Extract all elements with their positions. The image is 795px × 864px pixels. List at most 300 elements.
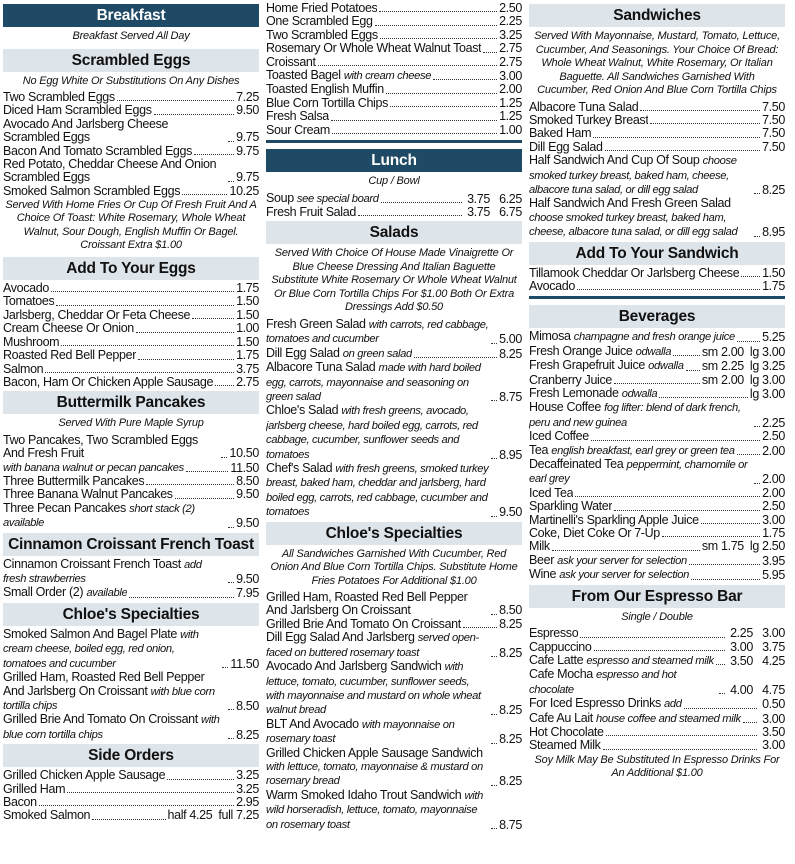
- menu-item-name: Cafe Mocha: [529, 668, 593, 682]
- menu-item-text: [266, 56, 316, 69]
- menu-item-prices: [762, 500, 785, 513]
- menu-item-prices: [236, 91, 259, 104]
- menu-item-prices: [762, 331, 785, 344]
- dot-leader: [175, 498, 234, 499]
- menu-item-price: 3.00: [499, 69, 522, 84]
- menu-item: [3, 376, 259, 389]
- dot-leader: [754, 193, 760, 194]
- menu-item-price: 9.75: [236, 143, 259, 158]
- dot-leader: [61, 345, 234, 346]
- dot-leader: [491, 714, 497, 715]
- menu-item-name: Cafe Au Lait: [529, 711, 593, 725]
- dot-leader: [737, 454, 760, 455]
- menu-item: [529, 280, 785, 293]
- menu-item-price: 9.50: [236, 103, 259, 118]
- menu-item-description: made with hard boiled egg, carrots, mayonnaise and seasoning on green salad: [266, 362, 481, 403]
- menu-item-description: served open-faced on buttered rosemary toast: [266, 632, 479, 659]
- menu-item-prices: [499, 733, 522, 746]
- menu-item-description: with lettuce, tomato, cucumber, sunflower seeds, with mayonnaise and mustard on whole wheat walnut bread: [266, 661, 481, 717]
- dot-leader: [117, 100, 234, 101]
- menu-item-name: Grilled Ham, Roasted Red Bell Pepper And Jarlsberg On Croissant: [266, 591, 468, 618]
- menu-item-prices: [236, 349, 259, 362]
- menu-item-description: peppermint, chamomile or earl grey: [529, 459, 748, 486]
- lunch-subtitle: Cup / Bowl: [368, 175, 420, 188]
- menu-item-text: [529, 444, 735, 458]
- side-orders-header: Side Orders: [3, 744, 259, 767]
- menu-item: [529, 739, 785, 752]
- menu-item-prices: [230, 658, 259, 671]
- menu-item-price: 6.25: [499, 191, 522, 206]
- beverages-list: [529, 330, 785, 582]
- menu-item: [529, 527, 785, 540]
- menu-item-text: [529, 154, 752, 197]
- menu-item-text: [3, 363, 43, 376]
- menu-item-name: Tomatoes: [3, 295, 55, 309]
- menu-item-text: [266, 29, 378, 42]
- dot-leader: [662, 536, 760, 537]
- menu-item-price: 8.25: [499, 346, 522, 361]
- menu-item: [266, 789, 522, 832]
- menu-item-price: 4.25: [762, 654, 785, 668]
- column-right: [529, 2, 785, 864]
- menu-item-text: [3, 502, 226, 531]
- menu-item-name: Hot Chocolate: [529, 726, 604, 740]
- menu-item-name: Cranberry Juice: [529, 373, 612, 387]
- menu-item-description: house coffee and steamed milk: [596, 712, 741, 725]
- menu-item: [529, 444, 785, 458]
- menu-item-name: Avocado And Jarlsberg Cheese Scrambled Eggs: [3, 117, 169, 145]
- menu-item-text: [266, 15, 373, 28]
- menu-item: [3, 91, 259, 104]
- dot-leader: [358, 215, 462, 216]
- menu-item-price: 9.50: [236, 516, 259, 531]
- pancakes-header: Buttermilk Pancakes: [3, 391, 259, 414]
- menu-item-text: [266, 591, 489, 618]
- menu-item-text: [529, 141, 603, 154]
- menu-item-prices: [499, 15, 522, 28]
- menu-item: [3, 809, 259, 822]
- menu-item-text: [529, 101, 638, 114]
- menu-item: [529, 114, 785, 127]
- dot-leader: [593, 137, 760, 138]
- menu-item-prices: [229, 447, 259, 460]
- menu-item-prices: [236, 131, 259, 144]
- menu-item-text: [266, 69, 431, 83]
- menu-item-text: [529, 712, 741, 726]
- salads-header: Salads: [266, 221, 522, 244]
- menu-item-price: 9.50: [236, 487, 259, 502]
- menu-item: [266, 29, 522, 42]
- menu-item-name: Grilled Ham, Roasted Red Bell Pepper And Jarlsberg On Croissant: [3, 671, 205, 698]
- menu-item-prices: [702, 346, 785, 359]
- menu-item: [3, 185, 259, 198]
- menu-item-price: 8.25: [499, 732, 522, 747]
- menu-item-text: [266, 124, 330, 137]
- menu-item-name: Wine: [529, 568, 557, 582]
- menu-item-name: Cream Cheese Or Onion: [3, 322, 134, 336]
- dot-leader: [575, 496, 760, 497]
- menu-item-price: 3.25: [236, 781, 259, 796]
- menu-item-name: Smoked Salmon Scrambled Eggs: [3, 184, 181, 198]
- menu-item: [529, 500, 785, 513]
- menu-item-price: 1.50: [762, 265, 785, 280]
- menu-item-name: Fresh Grapefruit Juice: [529, 359, 645, 373]
- beverages-header: Beverages: [529, 305, 785, 328]
- dot-leader: [332, 133, 497, 134]
- menu-item: [3, 118, 259, 145]
- menu-item-prices: [230, 462, 259, 475]
- add-to-sandwich-header: Add To Your Sandwich: [529, 242, 785, 265]
- menu-item-description: odwalla: [635, 345, 672, 358]
- menu-item-prices: [499, 506, 522, 519]
- menu-item-price: 3.00: [762, 738, 785, 753]
- menu-item-prices: [762, 555, 785, 568]
- menu-item-description: ask your server for selection: [557, 554, 687, 567]
- menu-item: [3, 671, 259, 713]
- dot-leader: [381, 202, 462, 203]
- menu-item: [266, 618, 522, 631]
- menu-item-price: 2.00: [762, 443, 785, 458]
- breakfast-header: Breakfast: [3, 4, 259, 27]
- menu-item-price: 3.50: [762, 725, 785, 740]
- menu-item-prices: [236, 171, 259, 184]
- dot-leader: [228, 141, 234, 142]
- menu-item-price: 3.00: [762, 711, 785, 726]
- dot-leader: [689, 564, 760, 565]
- menu-item-text: [266, 192, 379, 206]
- menu-item-prices: [762, 487, 785, 500]
- menu-item-price: sm 2.00: [701, 372, 744, 387]
- menu-item: [3, 796, 259, 809]
- menu-item-prices: [168, 809, 259, 822]
- menu-item-description: odwalla: [648, 360, 684, 373]
- menu-item: [529, 267, 785, 280]
- menu-item-price: lg 3.25: [749, 359, 785, 374]
- menu-item-prices: [727, 627, 785, 640]
- menu-item-prices: [762, 226, 785, 239]
- menu-item-name: For Iced Espresso Drinks: [529, 697, 661, 711]
- menu-item-name: Two Scrambled Eggs: [266, 28, 378, 42]
- menu-item: [3, 502, 259, 531]
- menu-item: [529, 654, 785, 668]
- menu-item-price: 9.50: [499, 505, 522, 520]
- menu-item-price: 9.50: [236, 572, 259, 587]
- side-orders-continued-list: [266, 2, 522, 137]
- dot-leader: [491, 743, 497, 744]
- menu-item-price: 2.00: [499, 82, 522, 97]
- dot-leader: [39, 805, 234, 806]
- menu-item: [529, 127, 785, 140]
- menu-item-price: 2.95: [236, 794, 259, 809]
- menu-item-text: [266, 110, 329, 123]
- menu-item-price: 2.25: [730, 626, 753, 641]
- menu-item-name: Soup: [266, 191, 294, 205]
- menu-item-text: [3, 558, 226, 587]
- menu-item-text: [3, 91, 115, 104]
- menu-item-text: [529, 114, 648, 127]
- menu-item-name: Avocado: [529, 279, 575, 293]
- menu-item-prices: [499, 819, 522, 832]
- menu-item-name: Chloe's Salad: [266, 404, 339, 418]
- menu-item-prices: [236, 145, 259, 158]
- menu-item: [529, 627, 785, 640]
- menu-item-text: [3, 783, 65, 796]
- menu-item-name: Avocado: [3, 282, 49, 296]
- menu-item-text: [3, 282, 49, 295]
- menu-item-text: [3, 586, 127, 600]
- menu-item-name: Tea: [529, 443, 549, 457]
- menu-item-text: [266, 631, 489, 660]
- menu-item-text: [3, 628, 220, 671]
- menu-item: [266, 404, 522, 462]
- dot-leader: [603, 749, 757, 750]
- menu-item-price: 0.50: [762, 697, 785, 712]
- menu-item-name: Half Sandwich And Fresh Green Salad: [529, 197, 731, 211]
- menu-item-prices: [499, 449, 522, 462]
- menu-item-text: [529, 514, 699, 527]
- dot-leader: [754, 236, 760, 237]
- menu-item: [529, 330, 785, 344]
- menu-item-prices: [727, 684, 785, 697]
- menu-item-price: 3.00: [730, 639, 753, 654]
- menu-item: [3, 586, 259, 600]
- menu-item-text: [266, 347, 412, 361]
- menu-item: [3, 295, 259, 308]
- dot-leader: [192, 318, 234, 319]
- menu-item-text: [266, 206, 356, 219]
- menu-item-name: Sour Cream: [266, 123, 330, 137]
- menu-item-text: [529, 330, 735, 344]
- menu-item-prices: [762, 101, 785, 114]
- dot-leader: [129, 597, 234, 598]
- menu-item-name: Croissant: [266, 55, 316, 69]
- menu-item-price: 8.25: [499, 703, 522, 718]
- dot-leader: [182, 194, 227, 195]
- menu-item-prices: [727, 641, 785, 654]
- menu-item: [3, 461, 259, 475]
- menu-item: [266, 110, 522, 123]
- dot-leader: [228, 582, 234, 583]
- menu-item-name: Three Pecan Pancakes: [3, 501, 126, 515]
- dot-leader: [45, 372, 234, 373]
- menu-item-text: [3, 349, 136, 362]
- menu-item-name: Iced Tea: [529, 486, 574, 500]
- menu-item: [529, 712, 785, 726]
- menu-item-name: Grilled Chicken Apple Sausage Sandwich: [266, 746, 483, 760]
- menu-item-price: 2.00: [762, 485, 785, 500]
- menu-item-price: 1.75: [762, 278, 785, 293]
- menu-item-price: 3.75: [467, 204, 490, 219]
- menu-item-description: add: [664, 698, 682, 711]
- menu-item-prices: [499, 110, 522, 123]
- chloes-breakfast-header: Chloe's Specialties: [3, 603, 259, 626]
- menu-item-text: [3, 118, 226, 145]
- menu-item: [266, 2, 522, 15]
- lunch-list: [266, 192, 522, 220]
- menu-item-text: [529, 554, 687, 568]
- menu-item-prices: [762, 417, 785, 430]
- menu-item-description: with wild horseradish, lettuce, tomato, mayonnaise on rosemary toast: [266, 789, 483, 831]
- menu-item-price: 8.95: [762, 225, 785, 240]
- dot-leader: [684, 708, 757, 709]
- menu-item-prices: [762, 527, 785, 540]
- dot-leader: [491, 614, 497, 615]
- menu-item-prices: [236, 729, 259, 742]
- menu-item-price: 1.25: [499, 95, 522, 110]
- menu-item-price: 10.50: [229, 446, 259, 461]
- dot-leader: [228, 181, 234, 182]
- menu-item-name: Avocado And Jarlsberg Sandwich: [266, 660, 442, 674]
- menu-item-text: [529, 487, 573, 500]
- menu-item-prices: [499, 83, 522, 96]
- menu-item-prices: [499, 56, 522, 69]
- menu-item-name: Half Sandwich And Cup Of Soup: [529, 154, 700, 168]
- menu-item: [3, 322, 259, 335]
- menu-item-price: 2.25: [499, 14, 522, 29]
- menu-item-price: 8.50: [236, 698, 259, 713]
- dot-leader: [719, 693, 725, 694]
- dot-leader: [51, 291, 234, 292]
- menu-item-text: [266, 718, 489, 747]
- menu-item-text: [266, 789, 489, 832]
- menu-item-price: 8.50: [236, 474, 259, 489]
- menu-item-description: with banana walnut or pecan pancakes: [3, 461, 184, 474]
- menu-item-text: [529, 627, 578, 640]
- menu-item-price: 3.25: [236, 768, 259, 783]
- dot-leader: [650, 123, 760, 124]
- menu-item-price: 2.00: [762, 472, 785, 487]
- menu-item-name: Cinnamon Croissant French Toast: [3, 557, 181, 571]
- menu-item: [3, 282, 259, 295]
- menu-item-price: full 7.25: [218, 808, 259, 823]
- menu-item-text: [529, 726, 604, 739]
- menu-item-prices: [499, 2, 522, 15]
- menu-item-text: [3, 475, 144, 488]
- menu-item: [529, 359, 785, 373]
- espresso-subtitle: Single / Double: [621, 610, 693, 623]
- menu-item-prices: [762, 569, 785, 582]
- menu-item-prices: [236, 295, 259, 308]
- divider: [529, 296, 785, 299]
- menu-item-price: 8.25: [236, 727, 259, 742]
- menu-item: [529, 345, 785, 359]
- dot-leader: [194, 154, 234, 155]
- menu-item: [529, 726, 785, 739]
- menu-item-text: [529, 641, 592, 654]
- menu-item-prices: [499, 42, 522, 55]
- menu-item-text: [529, 697, 682, 711]
- menu-item-prices: [759, 739, 785, 752]
- menu-item: [529, 487, 785, 500]
- menu-item-price: 2.75: [499, 54, 522, 69]
- menu-item-description: english breakfast, earl grey or green tea: [551, 444, 735, 457]
- menu-item-prices: [762, 445, 785, 458]
- menu-item: [266, 591, 522, 618]
- menu-item: [266, 660, 522, 718]
- menu-item-price: sm 2.00: [701, 344, 744, 359]
- menu-item: [529, 401, 785, 430]
- add-to-eggs-list: [3, 282, 259, 389]
- menu-item-text: [3, 145, 192, 158]
- menu-item-name: Grilled Chicken Apple Sausage: [3, 769, 166, 783]
- menu-item-text: [529, 458, 752, 487]
- menu-item-description: champagne and fresh orange juice: [573, 331, 735, 344]
- menu-item-description: short stack (2) available: [3, 502, 195, 530]
- menu-item-price: 1.25: [499, 109, 522, 124]
- lunch-header: Lunch: [266, 149, 522, 172]
- dot-leader: [614, 383, 700, 384]
- menu-item-price: 4.75: [762, 682, 785, 697]
- menu-item-prices: [236, 769, 259, 782]
- menu-item-name: Two Pancakes, Two Scrambled Eggs And Fresh Fruit: [3, 433, 198, 461]
- menu-item-description: espresso and steamed milk: [586, 655, 714, 667]
- dot-leader: [228, 527, 234, 528]
- dot-leader: [390, 106, 497, 107]
- menu-item-name: Iced Coffee: [529, 430, 589, 444]
- dot-leader: [56, 305, 234, 306]
- menu-item-description: available: [86, 587, 128, 600]
- menu-item-name: Grilled Ham: [3, 782, 66, 796]
- menu-item-text: [3, 104, 152, 117]
- menu-item-prices: [236, 309, 259, 322]
- dot-leader: [463, 627, 497, 628]
- breakfast-subtitle: Breakfast Served All Day: [72, 30, 190, 42]
- menu-item-text: [266, 618, 461, 631]
- menu-item-prices: [759, 698, 785, 711]
- menu-item-description: add fresh strawberries: [3, 558, 202, 586]
- dot-leader: [686, 370, 700, 371]
- menu-item: [529, 430, 785, 443]
- menu-item-prices: [464, 193, 522, 206]
- menu-item-text: [529, 540, 550, 553]
- dot-leader: [386, 93, 497, 94]
- menu-item-price: 1.50: [236, 294, 259, 309]
- menu-item-name: One Scrambled Egg: [266, 15, 373, 29]
- menu-item-price: 11.50: [230, 460, 259, 475]
- menu-item-prices: [236, 700, 259, 713]
- menu-item-price: 8.25: [499, 645, 522, 660]
- dot-leader: [375, 25, 497, 26]
- menu-item-prices: [762, 127, 785, 140]
- dot-leader: [754, 483, 760, 484]
- menu-item: [529, 641, 785, 654]
- menu-item-price: 5.00: [499, 332, 522, 347]
- menu-item-price: 1.50: [236, 334, 259, 349]
- dot-leader: [222, 667, 228, 668]
- menu-item-description: with fresh greens, avocado, jarlsberg cheese, hard boiled egg, carrots, red cabbage, cucumber, sunflower seeds and tomatoes: [266, 405, 478, 461]
- menu-item-text: [3, 671, 226, 713]
- menu-item-text: [529, 401, 752, 430]
- menu-item-name: Baked Ham: [529, 127, 592, 141]
- menu-item-text: [3, 158, 226, 185]
- menu-item-text: [266, 404, 489, 462]
- menu-item-text: [266, 660, 489, 718]
- menu-item-text: [3, 309, 190, 322]
- menu-item-description: with cream cheese: [343, 70, 432, 83]
- menu-item-name: Smoked Salmon And Bagel Plate: [3, 627, 177, 641]
- menu-item-name: Roasted Red Bell Pepper: [3, 349, 137, 363]
- menu-item: [266, 747, 522, 789]
- menu-item-prices: [499, 97, 522, 110]
- menu-item-name: Toasted English Muffin: [266, 83, 384, 97]
- menu-item-name: Mushroom: [3, 335, 60, 349]
- menu-item-price: 3.75: [236, 361, 259, 376]
- espresso-list: [529, 627, 785, 753]
- menu-item-prices: [499, 604, 522, 617]
- chloes-lunch-header: Chloe's Specialties: [266, 522, 522, 545]
- dot-leader: [640, 110, 760, 111]
- menu-item-prices: [762, 514, 785, 527]
